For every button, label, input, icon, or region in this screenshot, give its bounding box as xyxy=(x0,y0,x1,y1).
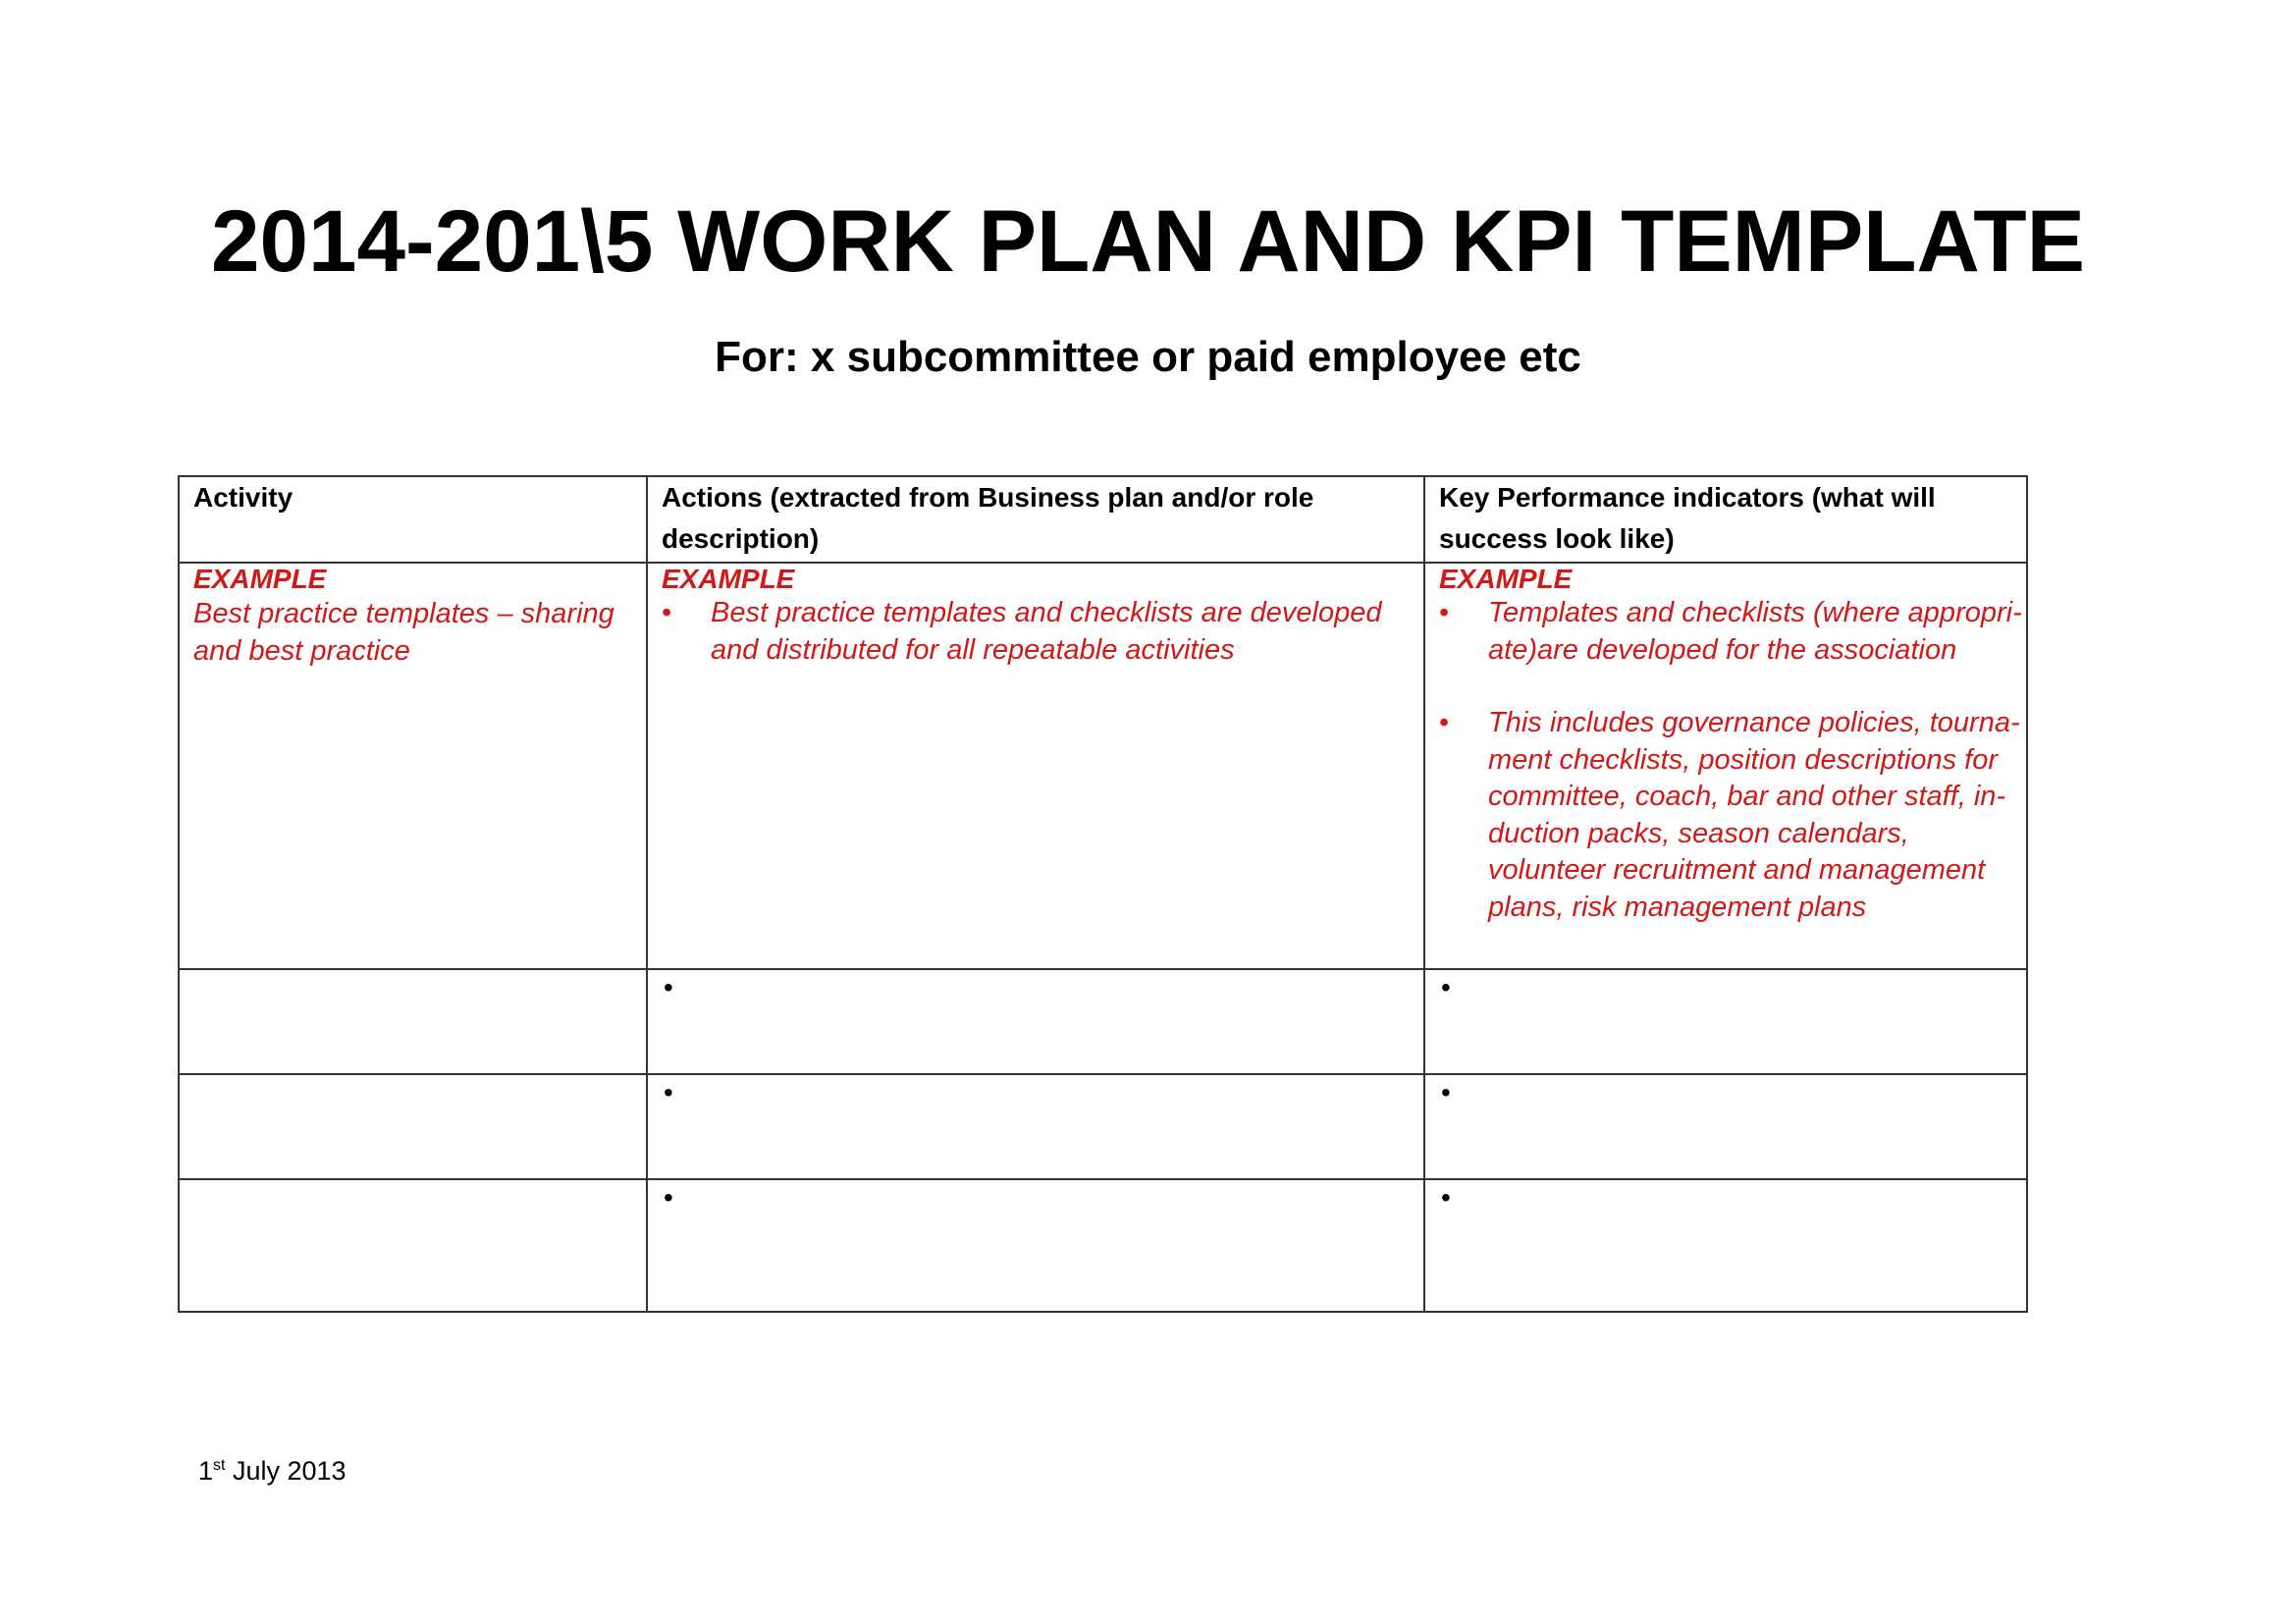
example-row xyxy=(179,563,2027,969)
bullet-icon: • xyxy=(664,1077,673,1108)
kpi-cell[interactable] xyxy=(1424,969,2027,1074)
bullet-icon: • xyxy=(1439,597,1450,628)
document-subtitle: For: x subcommittee or paid employee etc xyxy=(715,333,1581,381)
list-item xyxy=(1439,705,2026,926)
footer-month-year: July 2013 xyxy=(225,1456,347,1486)
bullet-icon: • xyxy=(1441,972,1451,1002)
bullet-icon: • xyxy=(1439,707,1450,738)
example-activity-cell xyxy=(179,563,647,969)
example-activity-text: Best practice templates – sharing and best practice xyxy=(193,598,614,667)
table-row xyxy=(179,969,2027,1074)
actions-cell[interactable] xyxy=(647,1179,1424,1312)
table-header-row xyxy=(179,476,2027,563)
activity-cell[interactable] xyxy=(179,1179,647,1312)
example-label: EXAMPLE xyxy=(662,564,795,594)
list-item xyxy=(662,595,1423,669)
example-kpi-list xyxy=(1439,595,2026,926)
bullet-icon: • xyxy=(664,972,673,1002)
activity-cell[interactable] xyxy=(179,1074,647,1179)
footer-date xyxy=(198,1453,347,1489)
bullet-icon: • xyxy=(1441,1182,1451,1213)
document-title: 2014-201\5 WORK PLAN AND KPI TEMPLATE xyxy=(211,191,2085,290)
example-actions-cell xyxy=(647,563,1424,969)
bullet-icon: • xyxy=(664,1182,673,1213)
activity-cell[interactable] xyxy=(179,969,647,1074)
kpi-cell[interactable] xyxy=(1424,1074,2027,1179)
kpi-cell[interactable] xyxy=(1424,1179,2027,1312)
example-kpi-cell xyxy=(1424,563,2027,969)
example-kpi-text: Templates and checklists (where appropri-ate)are developed for the association xyxy=(1488,597,2022,666)
bullet-icon: • xyxy=(662,597,672,628)
actions-cell[interactable] xyxy=(647,969,1424,1074)
bullet-icon: • xyxy=(1441,1077,1451,1108)
list-item xyxy=(1439,595,2026,669)
header-actions: Actions (extracted from Business plan and/or role description) xyxy=(647,476,1424,563)
example-label: EXAMPLE xyxy=(193,564,327,594)
example-action-text: Best practice templates and checklists are developed and distributed for all repeatable activities xyxy=(711,597,1382,666)
work-plan-table xyxy=(178,475,2028,1313)
example-actions-list xyxy=(662,595,1423,669)
example-kpi-text: This includes governance policies, tourna-ment checklists, position descriptions for committee, coach, bar and other staff, in-duction packs, season calendars, volunteer recruitment and management plans, risk management plans xyxy=(1488,707,2020,923)
table-row xyxy=(179,1179,2027,1312)
footer-ordinal-suffix: st xyxy=(213,1457,226,1474)
footer-day: 1 xyxy=(198,1456,214,1486)
example-label: EXAMPLE xyxy=(1439,564,1573,594)
header-activity: Activity xyxy=(179,476,647,563)
header-kpi: Key Performance indicators (what will success look like) xyxy=(1424,476,2027,563)
table-row xyxy=(179,1074,2027,1179)
actions-cell[interactable] xyxy=(647,1074,1424,1179)
